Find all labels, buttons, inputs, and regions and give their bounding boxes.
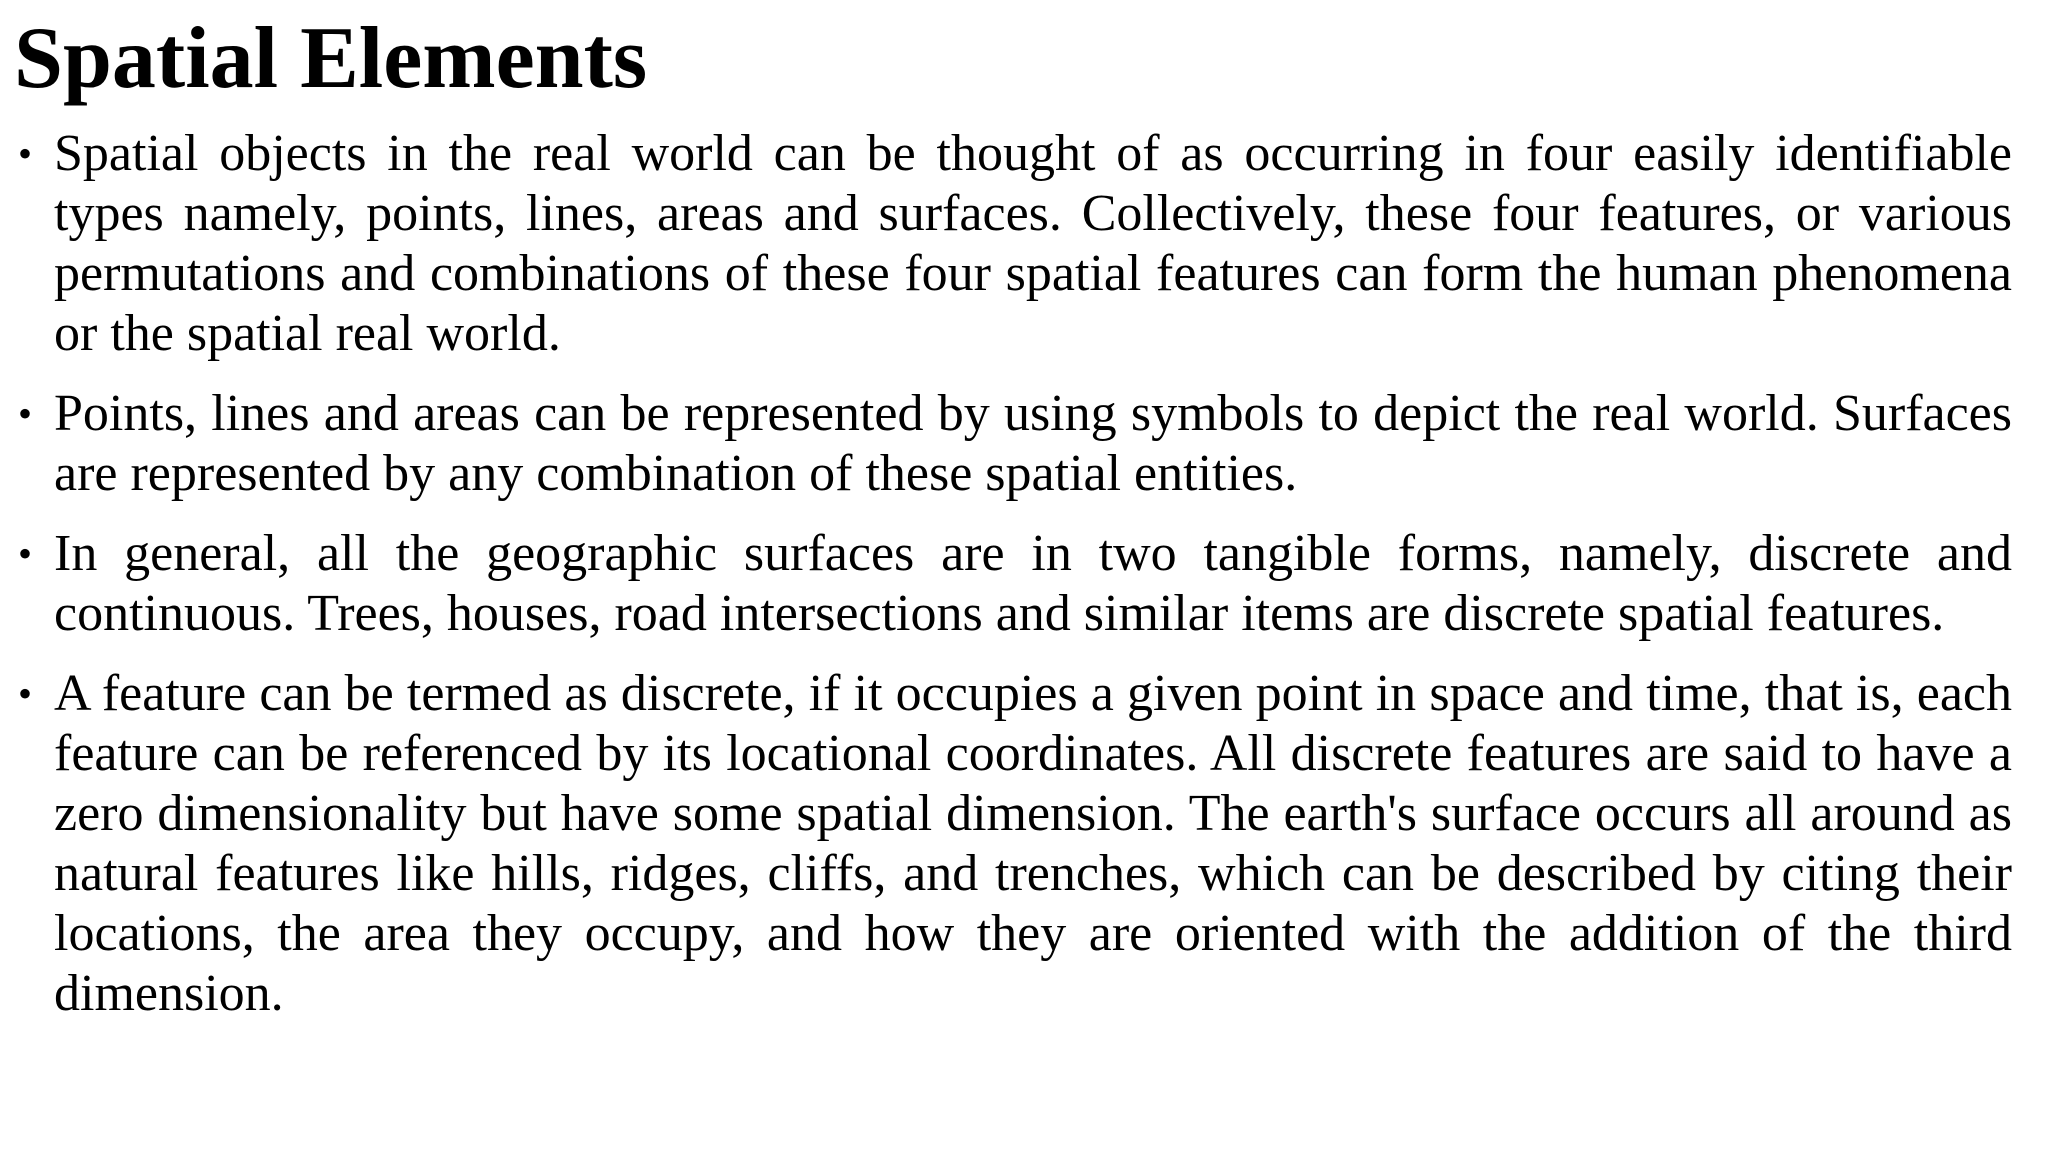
bullet-item bbox=[14, 124, 2012, 364]
bullet-text: A feature can be termed as discrete, if it occupies a given point in space and time, that is, each feature can be referenced by its locational coordinates. All discrete features are said to have a zero dimensionality but have some spatial dimension. The earth's surface occurs all around as natural features like hills, ridges, cliffs, and trenches, which can be described by citing their locations, the area they occupy, and how they are oriented with the addition of the third dimension. bbox=[54, 665, 2012, 1022]
bullet-item bbox=[14, 384, 2012, 504]
slide-title: Spatial Elements bbox=[14, 10, 648, 107]
bullet-item bbox=[14, 524, 2012, 644]
bullet-icon: • bbox=[18, 671, 33, 716]
bullet-icon: • bbox=[18, 131, 33, 176]
bullet-text: Spatial objects in the real world can be thought of as occurring in four easily identifiable types namely, points, lines, areas and surfaces. Collectively, these four features, or various permutations and combinations of these four spatial features can form the human phenomena or the spatial real world. bbox=[54, 125, 2012, 362]
bullet-text: Points, lines and areas can be represented by using symbols to depict the real world. Surfaces are represented by any combination of these spatial entities. bbox=[54, 385, 2012, 502]
bullet-icon: • bbox=[18, 531, 33, 576]
bullet-icon: • bbox=[18, 391, 33, 436]
bullet-item bbox=[14, 664, 2012, 1024]
bullet-text: In general, all the geographic surfaces are in two tangible forms, namely, discrete and continuous. Trees, houses, road intersections and similar items are discrete spatial features. bbox=[54, 525, 2012, 642]
bullet-list bbox=[14, 124, 2012, 1044]
